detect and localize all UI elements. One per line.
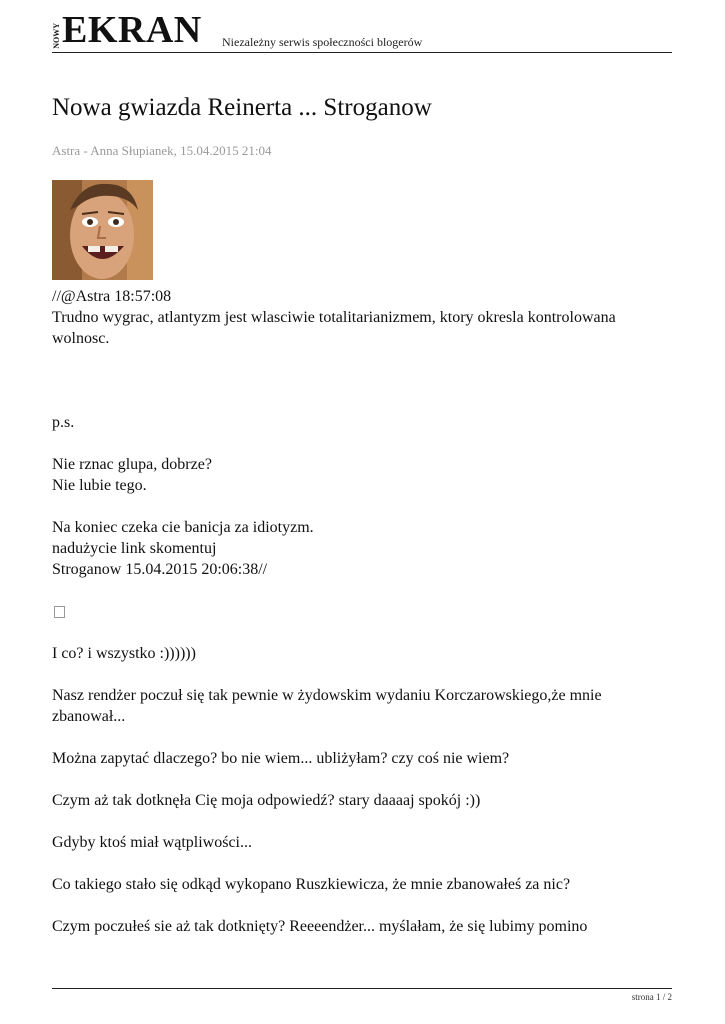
body-line: I co? i wszystko :)))))): [52, 645, 196, 662]
body-line: Nie rznac glupa, dobrze?: [52, 456, 212, 473]
body-line: Stroganow 15.04.2015 20:06:38//: [52, 561, 268, 578]
page-number: strona 1 / 2: [631, 992, 672, 1002]
broken-image-icon: [54, 606, 65, 618]
author-avatar: [52, 180, 153, 280]
body-line: Trudno wygrac, atlantyzm jest wlasciwie totalitarianizmem, ktory okresla kontrolowana wolnosc.: [52, 309, 616, 347]
page-footer: [52, 988, 672, 1002]
article-title: Nowa gwiazda Reinerta ... Stroganow: [52, 94, 432, 121]
abuse-comment-link[interactable]: nadużycie link skomentuj: [52, 540, 217, 557]
body-line: Czym aż tak dotknęła Cię moja odpowiedź? stary daaaaj spokój :)): [52, 792, 481, 809]
body-line: //@Astra 18:57:08: [52, 288, 172, 305]
site-tagline: Niezależny serwis społeczności blogerów: [222, 35, 423, 49]
body-line: Nasz rendżer poczuł się tak pewnie w żydowskim wydaniu Korczarowskiego,że mnie zbanował...: [52, 687, 602, 725]
body-line: Co takiego stało się odkąd wykopano Ruszkiewicza, że mnie zbanowałeś za nic?: [52, 876, 571, 893]
logo-prefix: NOWY: [52, 23, 61, 49]
body-line: Można zapytać dlaczego? bo nie wiem... ubliżyłam? czy coś nie wiem?: [52, 750, 510, 767]
article-body: [52, 286, 672, 937]
body-line: Nie lubie tego.: [52, 477, 147, 494]
site-header: [52, 9, 672, 53]
body-line: Na koniec czeka cie banicja za idiotyzm.: [52, 519, 314, 536]
logo-wordmark: EKRAN: [62, 9, 202, 51]
body-line: Gdyby ktoś miał wątpliwości...: [52, 834, 252, 851]
body-line: Czym poczułeś sie aż tak dotknięty? Reeeendżer... myślałam, że się lubimy pomino: [52, 918, 588, 935]
article-byline: Astra - Anna Słupianek, 15.04.2015 21:04: [52, 143, 272, 158]
body-line: p.s.: [52, 414, 75, 431]
